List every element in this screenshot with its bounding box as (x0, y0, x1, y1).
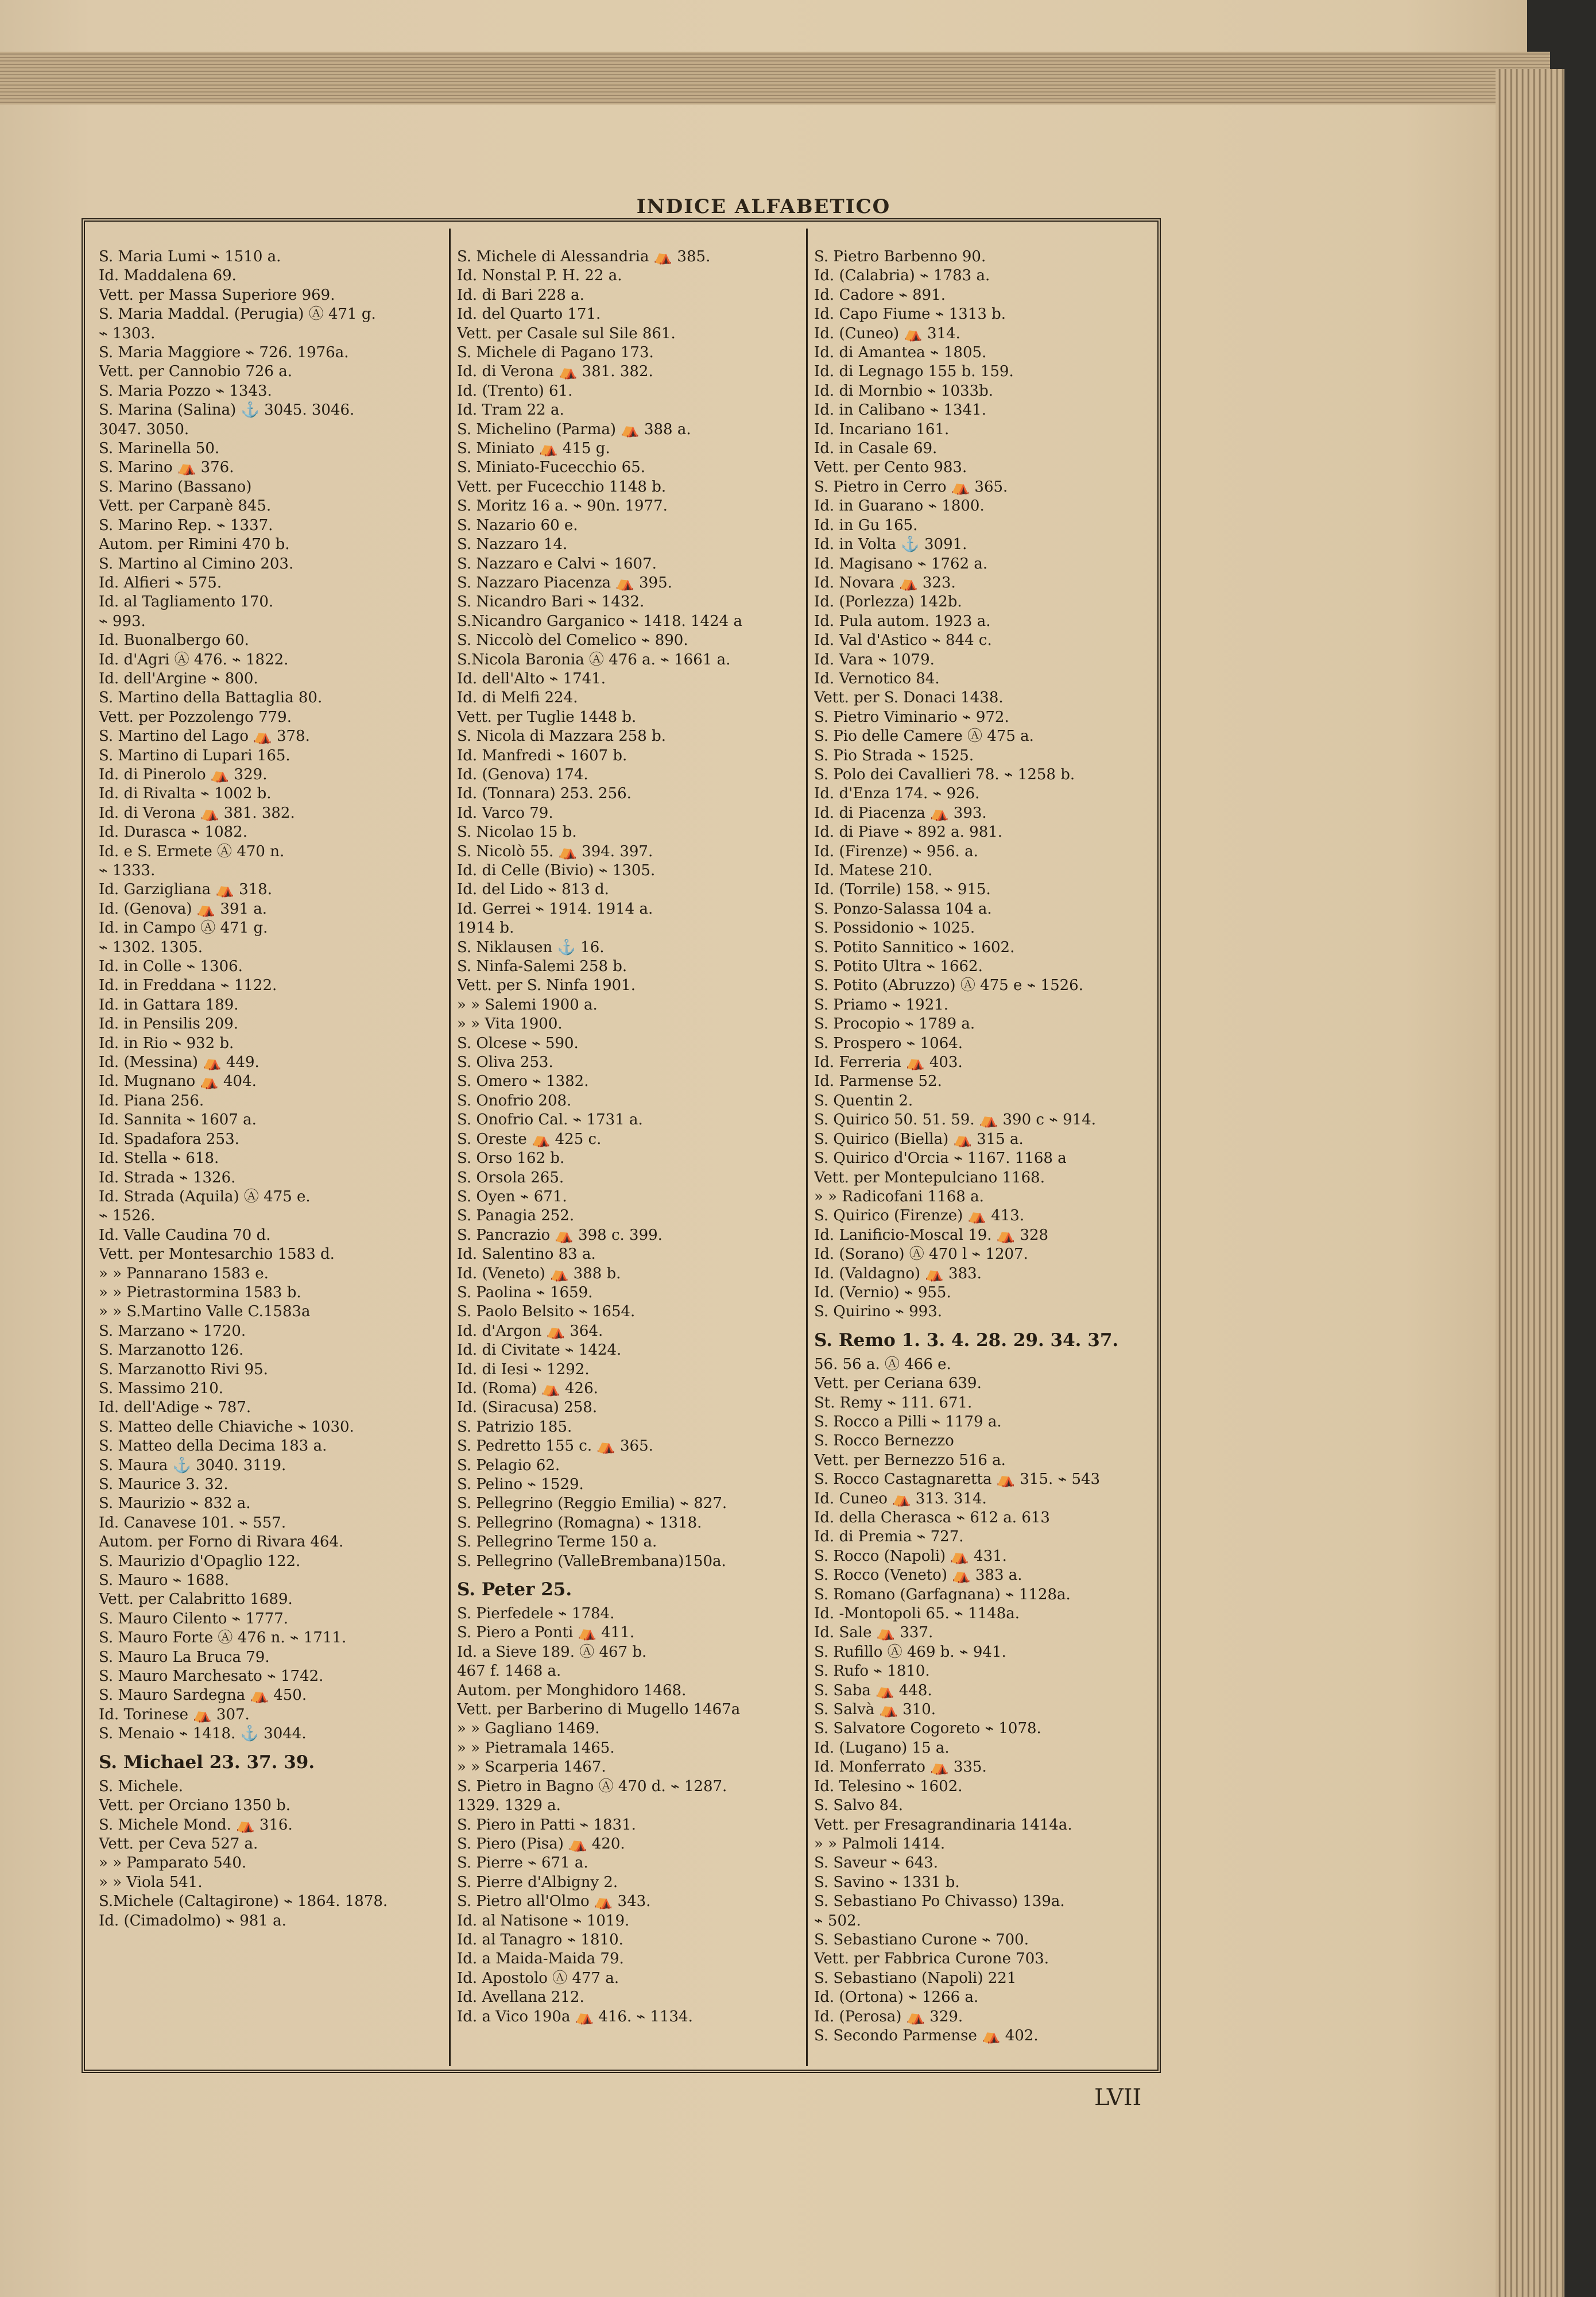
index-entry: S. Marino ⛺ 376. (99, 459, 234, 477)
index-entry: Id. Avellana 212. (457, 1989, 584, 2006)
index-entry: S. Menaio ⌁ 1418. ⚓ 3044. (99, 1725, 307, 1743)
index-entry: S. Quirico (Firenze) ⛺ 413. (814, 1207, 1025, 1225)
index-entry: S. Pelino ⌁ 1529. (457, 1476, 584, 1493)
index-entry: S. Martino al Cimino 203. (99, 555, 294, 573)
index-entry: Id. di Verona ⛺ 381. 382. (457, 363, 653, 381)
index-entry: S. Michele di Alessandria ⛺ 385. (457, 248, 711, 265)
index-entry: S. Romano (Garfagnana) ⌁ 1128a. (814, 1586, 1071, 1603)
page-number: LVII (1094, 2085, 1142, 2111)
index-entry: S. Pellegrino (ValleBrembana)150a. (457, 1552, 726, 1570)
index-entry: S. Maria Maddal. (Perugia) Ⓐ 471 g. (99, 306, 376, 323)
index-entry: S. Rufillo Ⓐ 469 b. ⌁ 941. (814, 1643, 1006, 1661)
index-entry: Id. di Rivalta ⌁ 1002 b. (99, 785, 272, 803)
index-entry: Id. Valle Caudina 70 d. (99, 1226, 271, 1244)
index-entry: Id. Spadafora 253. (99, 1130, 239, 1148)
index-column-2 (457, 248, 799, 2056)
index-entry: S. Marino Rep. ⌁ 1337. (99, 516, 273, 534)
index-entry: S. Potito (Abruzzo) Ⓐ 475 e ⌁ 1526. (814, 977, 1083, 995)
index-entry: S. Secondo Parmense ⛺ 402. (814, 2027, 1039, 2044)
index-entry: Id. della Cherasca ⌁ 612 a. 613 (814, 1509, 1050, 1526)
index-entry: S. Oliva 253. (457, 1054, 553, 1072)
index-entry: Id. (Veneto) ⛺ 388 b. (457, 1264, 621, 1282)
index-entry: S. Pio delle Camere Ⓐ 475 a. (814, 728, 1034, 745)
index-entry: S. Orsola 265. (457, 1169, 564, 1186)
index-entry: ⌁ 1303. (99, 324, 156, 342)
index-entry: Id. Maddalena 69. (99, 267, 237, 285)
index-entry: S. Ponzo-Salassa 104 a. (814, 900, 992, 918)
index-entry: Id. Salentino 83 a. (457, 1246, 596, 1263)
index-entry: S. Polo dei Cavallieri 78. ⌁ 1258 b. (814, 765, 1075, 783)
index-entry: S. Quirico 50. 51. 59. ⛺ 390 c ⌁ 914. (814, 1111, 1097, 1129)
index-entry: Vett. per Calabritto 1689. (99, 1591, 293, 1608)
index-entry: S. Miniato-Fucecchio 65. (457, 459, 645, 477)
index-entry: S. Savino ⌁ 1331 b. (814, 1873, 960, 1891)
index-entry: S. Pierre ⌁ 671 a. (457, 1854, 588, 1872)
index-entry: S. Pierre d'Albigny 2. (457, 1873, 618, 1891)
index-entry: S. Pietro all'Olmo ⛺ 343. (457, 1893, 651, 1911)
index-entry: Id. dell'Adige ⌁ 787. (99, 1399, 251, 1417)
index-entry: Vett. per Cento 983. (814, 459, 967, 477)
index-entry: Id. di Piave ⌁ 892 a. 981. (814, 823, 1003, 841)
index-entry: » » Vita 1900. (457, 1015, 563, 1033)
index-entry: S. Maurice 3. 32. (99, 1476, 228, 1493)
book-fore-edge-top (0, 52, 1550, 105)
index-entry: S. Rocco (Veneto) ⛺ 383 a. (814, 1567, 1022, 1584)
index-entry: Id. al Natisone ⌁ 1019. (457, 1912, 630, 1929)
index-entry: Id. Sannita ⌁ 1607 a. (99, 1111, 257, 1129)
index-entry: S.Nicola Baronia Ⓐ 476 a. ⌁ 1661 a. (457, 651, 731, 668)
index-entry: S. Nicola di Mazzara 258 b. (457, 728, 667, 745)
index-entry: Id. di Premia ⌁ 727. (814, 1528, 964, 1546)
index-entry: Id. Manfredi ⌁ 1607 b. (457, 747, 627, 764)
index-entry: S. Miniato ⛺ 415 g. (457, 440, 610, 458)
index-entry: Id. Magisano ⌁ 1762 a. (814, 555, 988, 573)
index-entry: Id. Gerrei ⌁ 1914. 1914 a. (457, 900, 653, 918)
index-entry: Id. di Iesi ⌁ 1292. (457, 1360, 590, 1378)
index-entry: 467 f. 1468 a. (457, 1662, 561, 1680)
index-entry: S. Paolo Belsito ⌁ 1654. (457, 1303, 636, 1321)
index-entry: S. Maria Lumi ⌁ 1510 a. (99, 248, 281, 265)
index-entry: Id. Canavese 101. ⌁ 557. (99, 1514, 286, 1532)
index-entry: S. Michele Mond. ⛺ 316. (99, 1816, 293, 1834)
index-column-3 (814, 248, 1156, 2056)
index-entry: S. Niccolò del Comelico ⌁ 890. (457, 632, 688, 649)
index-entry: S. Nazzaro e Calvi ⌁ 1607. (457, 555, 657, 573)
index-entry: S. Sebastiano (Napoli) 221 (814, 1969, 1017, 1987)
index-entry: Id. al Tagliamento 170. (99, 593, 274, 611)
index-entry: S. Maria Pozzo ⌁ 1343. (99, 382, 272, 400)
index-entry: Id. in Casale 69. (814, 440, 938, 458)
index-entry: S. Marzano ⌁ 1720. (99, 1322, 246, 1340)
index-entry: Id. Tram 22 a. (457, 401, 564, 419)
index-entry: Vett. per Casale sul Sile 861. (457, 324, 676, 342)
index-entry: S. Michele di Pagano 173. (457, 344, 654, 362)
index-entry: S. Salvo 84. (814, 1797, 903, 1815)
index-entry: Id. Matese 210. (814, 862, 933, 879)
index-entry: Id. (Ortona) ⌁ 1266 a. (814, 1989, 979, 2006)
index-entry: S. Pellegrino (Romagna) ⌁ 1318. (457, 1514, 702, 1532)
index-entry: S. Niklausen ⚓ 16. (457, 938, 605, 956)
index-entry: S. Pellegrino (Reggio Emilia) ⌁ 827. (457, 1495, 727, 1513)
index-entry: Id. Mugnano ⛺ 404. (99, 1073, 257, 1091)
index-entry: Id. Parmense 52. (814, 1073, 942, 1091)
index-entry: S. Mauro ⌁ 1688. (99, 1572, 229, 1590)
index-entry: » » S.Martino Valle C.1583a (99, 1303, 311, 1321)
index-entry: Id. a Sieve 189. Ⓐ 467 b. (457, 1643, 647, 1661)
index-entry: S. Pellegrino Terme 150 a. (457, 1533, 657, 1551)
index-entry: Vett. per Montesarchio 1583 d. (99, 1246, 335, 1263)
index-entry: Vett. per S. Ninfa 1901. (457, 977, 636, 995)
index-entry: S. Pietro in Bagno Ⓐ 470 d. ⌁ 1287. (457, 1777, 727, 1795)
index-entry: Id. del Quarto 171. (457, 306, 601, 323)
index-entry: » » Scarperia 1467. (457, 1758, 606, 1776)
index-entry: S. Pierfedele ⌁ 1784. (457, 1605, 615, 1623)
index-entry: Id. Vernotico 84. (814, 670, 940, 687)
index-entry: S. Ninfa-Salemi 258 b. (457, 958, 627, 976)
index-entry: S. Martino della Battaglia 80. (99, 689, 323, 707)
index-entry: » » Palmoli 1414. (814, 1835, 946, 1853)
index-entry: Vett. per S. Donaci 1438. (814, 689, 1004, 707)
index-entry: S. Pietro Viminario ⌁ 972. (814, 708, 1009, 726)
index-entry: St. Remy ⌁ 111. 671. (814, 1394, 973, 1412)
index-entry: Vett. per Fucecchio 1148 b. (457, 478, 667, 496)
index-entry: Vett. per Orciano 1350 b. (99, 1797, 291, 1815)
index-entry: S. Pio Strada ⌁ 1525. (814, 747, 974, 764)
index-entry: S. Moritz 16 a. ⌁ 90n. 1977. (457, 497, 668, 515)
index-entry: S. Maurizio d'Opaglio 122. (99, 1552, 301, 1570)
index-entry: Id. di Legnago 155 b. 159. (814, 363, 1014, 381)
index-entry: Id. (Roma) ⛺ 426. (457, 1379, 598, 1397)
index-entry: Id. Apostolo Ⓐ 477 a. (457, 1969, 619, 1987)
index-entry: Vett. per Carpanè 845. (99, 497, 272, 515)
index-entry: Id. (Vernio) ⌁ 955. (814, 1283, 951, 1301)
index-entry: Autom. per Forno di Rivara 464. (99, 1533, 344, 1551)
index-entry: Id. (Torrile) 158. ⌁ 915. (814, 881, 991, 899)
index-entry: » » Viola 541. (99, 1873, 203, 1891)
index-entry: Id. (Messina) ⛺ 449. (99, 1054, 259, 1072)
index-entry: S. Marino (Bassano) (99, 478, 252, 496)
index-entry: S. Salvatore Cogoreto ⌁ 1078. (814, 1720, 1041, 1738)
index-entry: Id. di Civitate ⌁ 1424. (457, 1341, 622, 1359)
index-entry: Id. d'Agri Ⓐ 476. ⌁ 1822. (99, 651, 289, 668)
index-entry: Id. -Montopoli 65. ⌁ 1148a. (814, 1605, 1020, 1623)
index-entry: Id. (Valdagno) ⛺ 383. (814, 1264, 982, 1282)
index-entry: S. Nicolò 55. ⛺ 394. 397. (457, 842, 653, 860)
index-entry: S. Salvà ⛺ 310. (814, 1701, 936, 1719)
index-entry: S. Procopio ⌁ 1789 a. (814, 1015, 975, 1033)
index-entry: Id. di Amantea ⌁ 1805. (814, 344, 987, 362)
index-entry: Id. in Rio ⌁ 932 b. (99, 1034, 234, 1052)
index-entry: S. Potito Ultra ⌁ 1662. (814, 958, 983, 976)
index-entry: S. Quirico d'Orcia ⌁ 1167. 1168 a (814, 1150, 1067, 1167)
index-entry: Id. di Verona ⛺ 381. 382. (99, 804, 295, 822)
index-entry: S. Onofrio Cal. ⌁ 1731 a. (457, 1111, 643, 1129)
index-entry: Id. di Bari 228 a. (457, 286, 584, 304)
index-entry: Id. di Melfi 224. (457, 689, 578, 707)
index-entry: S. Saba ⛺ 448. (814, 1681, 932, 1699)
index-entry: Id. dell'Argine ⌁ 800. (99, 670, 258, 687)
index-entry: Id. Ferreria ⛺ 403. (814, 1054, 963, 1072)
index-entry: S. Nazzaro Piacenza ⛺ 395. (457, 574, 672, 591)
index-entry: Id. Monferrato ⛺ 335. (814, 1758, 987, 1776)
index-entry: Vett. per Cannobio 726 a. (99, 363, 292, 381)
index-entry: S. Piero (Pisa) ⛺ 420. (457, 1835, 625, 1853)
index-entry: 3047. 3050. (99, 420, 189, 438)
index-entry: S. Piero in Patti ⌁ 1831. (457, 1816, 636, 1834)
index-entry: S. Oyen ⌁ 671. (457, 1188, 567, 1205)
index-entry: S. Matteo delle Chiaviche ⌁ 1030. (99, 1418, 354, 1436)
index-entry: S. Nicolao 15 b. (457, 823, 577, 841)
index-entry: Id. (Trento) 61. (457, 382, 573, 400)
index-entry: Id. Alfieri ⌁ 575. (99, 574, 222, 591)
index-entry: S. Nazario 60 e. (457, 516, 578, 534)
index-entry: Id. Buonalbergo 60. (99, 632, 249, 649)
index-entry: S. Priamo ⌁ 1921. (814, 996, 949, 1014)
index-entry: S. Sebastiano Po Chivasso) 139a. (814, 1893, 1065, 1911)
index-entry: Id. di Celle (Bivio) ⌁ 1305. (457, 862, 656, 879)
index-entry: Id. (Cimadolmo) ⌁ 981 a. (99, 1912, 286, 1929)
index-entry: Id. di Mornbio ⌁ 1033b. (814, 382, 993, 400)
page-header: INDICE ALFABETICO (636, 195, 891, 218)
index-entry: Id. (Firenze) ⌁ 956. a. (814, 842, 978, 860)
index-entry: S. Marina (Salina) ⚓ 3045. 3046. (99, 401, 355, 419)
index-entry: S. Mauro Cilento ⌁ 1777. (99, 1610, 289, 1627)
index-entry: S. Marzanotto 126. (99, 1341, 244, 1359)
index-entry: ⌁ 1333. (99, 862, 156, 879)
index-entry: S. Peter 25. (457, 1579, 572, 1600)
index-entry: S. Michelino (Parma) ⛺ 388 a. (457, 420, 691, 438)
index-entry: Vett. per Bernezzo 516 a. (814, 1451, 1006, 1469)
index-entry: Vett. per Ceriana 639. (814, 1375, 982, 1393)
index-entry: » » Pietrastormina 1583 b. (99, 1283, 301, 1301)
index-entry: Id. Nonstal P. H. 22 a. (457, 267, 622, 285)
index-entry: 1914 b. (457, 919, 514, 937)
column-divider (449, 229, 451, 2066)
index-entry: Id. d'Enza 174. ⌁ 926. (814, 785, 980, 803)
index-entry: Id. Strada ⌁ 1326. (99, 1169, 236, 1186)
index-entry: S. Mauro Sardegna ⛺ 450. (99, 1687, 307, 1704)
index-entry: S. Sebastiano Curone ⌁ 700. (814, 1931, 1029, 1948)
index-entry: S. Piero a Ponti ⛺ 411. (457, 1624, 635, 1642)
index-entry: S. Saveur ⌁ 643. (814, 1854, 939, 1872)
index-entry: Id. in Colle ⌁ 1306. (99, 958, 243, 976)
index-entry: Id. (Genova) ⛺ 391 a. (99, 900, 268, 918)
index-entry: S. Pelagio 62. (457, 1456, 560, 1474)
index-entry: Id. (Siracusa) 258. (457, 1399, 598, 1417)
index-entry: S. Nazzaro 14. (457, 536, 568, 554)
index-entry: S. Maurizio ⌁ 832 a. (99, 1495, 251, 1513)
index-entry: Vett. per Tuglie 1448 b. (457, 708, 637, 726)
index-entry: Id. (Tonnara) 253. 256. (457, 785, 632, 803)
index-entry: Id. Sale ⛺ 337. (814, 1624, 933, 1642)
index-entry: » » Gagliano 1469. (457, 1720, 600, 1738)
index-entry: S. Matteo della Decima 183 a. (99, 1437, 327, 1455)
index-entry: S. Quentin 2. (814, 1092, 913, 1109)
index-entry: Id. (Genova) 174. (457, 765, 588, 783)
index-entry: S. Pancrazio ⛺ 398 c. 399. (457, 1226, 663, 1244)
index-entry: S. Pietro in Cerro ⛺ 365. (814, 478, 1008, 496)
index-entry: Vett. per Montepulciano 1168. (814, 1169, 1045, 1186)
index-entry: Autom. per Monghidoro 1468. (457, 1681, 687, 1699)
index-entry: Id. a Vico 190a ⛺ 416. ⌁ 1134. (457, 2008, 693, 2025)
index-entry: » » Pannarano 1583 e. (99, 1264, 269, 1282)
index-entry: S. Pedretto 155 c. ⛺ 365. (457, 1437, 653, 1455)
index-entry: S. Martino del Lago ⛺ 378. (99, 728, 310, 745)
index-entry: S. Rocco Castagnaretta ⛺ 315. ⌁ 543 (814, 1471, 1101, 1488)
index-entry: S. Mauro Forte Ⓐ 476 n. ⌁ 1711. (99, 1629, 347, 1647)
index-entry: 1329. 1329 a. (457, 1797, 561, 1815)
index-entry: Id. in Guarano ⌁ 1800. (814, 497, 985, 515)
index-entry: S. Omero ⌁ 1382. (457, 1073, 589, 1091)
index-entry: S. Mauro La Bruca 79. (99, 1648, 270, 1666)
index-entry: Vett. per Barberino di Mugello 1467a (457, 1701, 741, 1719)
index-entry: Id. Novara ⛺ 323. (814, 574, 956, 591)
index-entry: Id. (Calabria) ⌁ 1783 a. (814, 267, 990, 285)
index-entry: S. Nicandro Bari ⌁ 1432. (457, 593, 645, 611)
index-entry: Id. in Campo Ⓐ 471 g. (99, 919, 268, 937)
index-entry: S. Remo 1. 3. 4. 28. 29. 34. 37. (814, 1329, 1119, 1351)
index-entry: S. Rocco (Napoli) ⛺ 431. (814, 1547, 1007, 1565)
index-entry: Id. in Pensilis 209. (99, 1015, 239, 1033)
index-entry: Vett. per Fresagrandinaria 1414a. (814, 1816, 1072, 1834)
index-entry: Autom. per Rimini 470 b. (99, 536, 290, 554)
index-entry: Id. dell'Alto ⌁ 1741. (457, 670, 606, 687)
index-entry: Vett. per Fabbrica Curone 703. (814, 1950, 1049, 1968)
index-entry: S. Possidonio ⌁ 1025. (814, 919, 975, 937)
index-entry: Id. Garzigliana ⛺ 318. (99, 881, 272, 899)
index-entry: S. Maria Maggiore ⌁ 726. 1976a. (99, 344, 349, 362)
index-entry: Id. (Lugano) 15 a. (814, 1739, 950, 1757)
index-entry: Id. Durasca ⌁ 1082. (99, 823, 247, 841)
index-entry: S. Orso 162 b. (457, 1150, 565, 1167)
index-column-1 (99, 248, 441, 2056)
index-entry: S. Michele. (99, 1777, 184, 1795)
index-entry: Id. Cadore ⌁ 891. (814, 286, 946, 304)
index-entry: S. Martino di Lupari 165. (99, 747, 290, 764)
index-entry: Vett. per Massa Superiore 969. (99, 286, 335, 304)
index-entry: S. Prospero ⌁ 1064. (814, 1034, 963, 1052)
index-entry: Id. Piana 256. (99, 1092, 204, 1109)
index-entry: Id. Stella ⌁ 618. (99, 1150, 219, 1167)
index-entry: » » Pietramala 1465. (457, 1739, 615, 1757)
index-entry: 56. 56 a. Ⓐ 466 e. (814, 1355, 951, 1373)
index-entry: ⌁ 1302. 1305. (99, 938, 203, 956)
column-divider (806, 229, 808, 2066)
index-entry: Id. (Porlezza) 142b. (814, 593, 962, 611)
index-entry: ⌁ 1526. (99, 1207, 156, 1225)
index-entry: Id. in Gattara 189. (99, 996, 239, 1014)
index-entry: S. Paolina ⌁ 1659. (457, 1283, 593, 1301)
index-entry: Id. a Maida-Maida 79. (457, 1950, 624, 1968)
index-entry: Id. Torinese ⛺ 307. (99, 1706, 250, 1723)
index-entry: S. Potito Sannitico ⌁ 1602. (814, 938, 1015, 956)
index-entry: » » Radicofani 1168 a. (814, 1188, 984, 1205)
index-entry: S. Marinella 50. (99, 440, 220, 458)
index-entry: S. Rufo ⌁ 1810. (814, 1662, 930, 1680)
index-entry: S. Rocco Bernezzo (814, 1432, 954, 1450)
index-entry: S. Marzanotto Rivi 95. (99, 1360, 268, 1378)
index-entry: ⌁ 993. (99, 612, 146, 630)
index-entry: » » Salemi 1900 a. (457, 996, 598, 1014)
index-entry: Id. Incariano 161. (814, 420, 950, 438)
index-entry: Id. in Gu 165. (814, 516, 918, 534)
index-entry: Id. d'Argon ⛺ 364. (457, 1322, 603, 1340)
index-entry: Id. Val d'Astico ⌁ 844 c. (814, 632, 992, 649)
index-entry: Id. Strada (Aquila) Ⓐ 475 e. (99, 1188, 311, 1205)
index-entry: S. Pietro Barbenno 90. (814, 248, 986, 265)
index-entry: S. Mauro Marchesato ⌁ 1742. (99, 1668, 324, 1685)
index-entry: Id. del Lido ⌁ 813 d. (457, 881, 609, 899)
index-entry: S. Panagia 252. (457, 1207, 575, 1225)
index-entry: S. Patrizio 185. (457, 1418, 572, 1436)
index-entry: Vett. per Ceva 527 a. (99, 1835, 258, 1853)
index-entry: » » Pamparato 540. (99, 1854, 247, 1872)
index-entry: Id. Pula autom. 1923 a. (814, 612, 991, 630)
index-entry: S.Michele (Caltagirone) ⌁ 1864. 1878. (99, 1893, 388, 1911)
index-entry: Id. in Calibano ⌁ 1341. (814, 401, 986, 419)
index-entry: S. Onofrio 208. (457, 1092, 572, 1109)
index-entry: Id. (Cuneo) ⛺ 314. (814, 324, 960, 342)
index-entry: Id. in Volta ⚓ 3091. (814, 536, 967, 554)
index-entry: S. Rocco a Pilli ⌁ 1179 a. (814, 1413, 1002, 1430)
index-entry: S. Michael 23. 37. 39. (99, 1751, 315, 1773)
index-entry: Id. Capo Fiume ⌁ 1313 b. (814, 306, 1006, 323)
index-entry: Id. Cuneo ⛺ 313. 314. (814, 1490, 987, 1507)
index-entry: Id. (Perosa) ⛺ 329. (814, 2008, 963, 2025)
index-entry: Id. Vara ⌁ 1079. (814, 651, 935, 668)
index-entry: S. Massimo 210. (99, 1379, 224, 1397)
index-entry: ⌁ 502. (814, 1912, 861, 1929)
index-entry: Id. Varco 79. (457, 804, 553, 822)
index-entry: S. Oreste ⛺ 425 c. (457, 1130, 602, 1148)
book-fore-edge-right (1496, 69, 1564, 2297)
index-entry: Id. e S. Ermete Ⓐ 470 n. (99, 842, 285, 860)
index-entry: Id. (Sorano) Ⓐ 470 l ⌁ 1207. (814, 1246, 1028, 1263)
index-entry: S. Maura ⚓ 3040. 3119. (99, 1456, 286, 1474)
index-entry: Id. di Piacenza ⛺ 393. (814, 804, 987, 822)
index-entry: Id. al Tanagro ⌁ 1810. (457, 1931, 623, 1948)
index-entry: S. Olcese ⌁ 590. (457, 1034, 579, 1052)
index-entry: Id. di Pinerolo ⛺ 329. (99, 765, 268, 783)
index-entry: Id. Telesino ⌁ 1602. (814, 1777, 963, 1795)
index-entry: S.Nicandro Garganico ⌁ 1418. 1424 a (457, 612, 742, 630)
index-entry: S. Quirico (Biella) ⛺ 315 a. (814, 1130, 1024, 1148)
index-entry: Id. in Freddana ⌁ 1122. (99, 977, 277, 995)
index-entry: S. Quirino ⌁ 993. (814, 1303, 943, 1321)
index-entry: Vett. per Pozzolengo 779. (99, 708, 292, 726)
index-entry: Id. Lanificio-Moscal 19. ⛺ 328 (814, 1226, 1049, 1244)
